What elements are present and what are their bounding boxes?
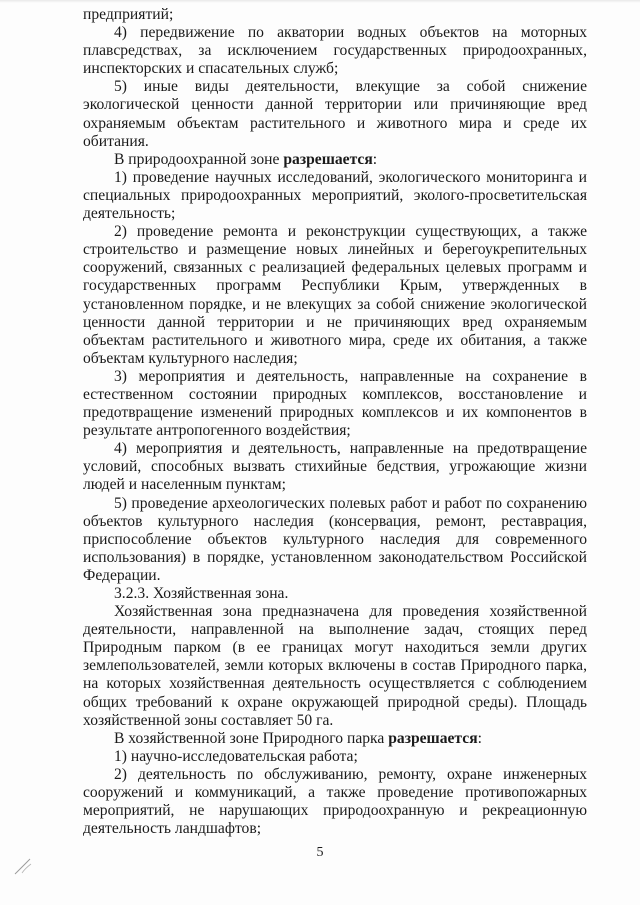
paragraph-economic-zone-allowed-heading <box>83 730 587 748</box>
heading-tail-text: : <box>477 729 482 747</box>
section-heading-economic-zone: 3.2.3. Хозяйственная зона. <box>114 585 289 602</box>
paragraph-allowed-item-3: 3) мероприятия и деятельность, направленные на сохранение в естественном состоянии природных комплексов, восстановление и предотвращение изменений природных комплексов и их компонентов в результате антропогенного воздействия; <box>83 367 587 440</box>
paragraph-allowed-item-2: 2) проведение ремонта и реконструкции существующих, а также строительство и размещение новых линейных и берегоукрепительных сооружений, связанных с реализацией федеральных целевых программ и государственных программ Республики Крым, утвержденных в установленном порядке, и не влекущих за собой снижение экологической ценности данной территории и не причиняющих вред охраняемым объектам растительного и животного мира, среде их обитания, а также объектам культурного наследия; <box>83 223 587 367</box>
scan-pen-mark <box>12 855 42 877</box>
paragraph-economic-allowed-item-1: 1) научно-исследовательская работа; <box>114 747 358 765</box>
scan-top-edge <box>0 0 640 3</box>
heading-lead-text: В природоохранной зоне <box>114 150 284 168</box>
heading-bold-keyword: разрешается <box>388 729 478 747</box>
heading-tail-text: : <box>372 150 378 168</box>
heading-lead-text: В хозяйственной зоне Природного парка <box>114 729 389 747</box>
paragraph-allowed-item-5: 5) проведение археологических полевых работ и работ по сохранению объектов культурного наследия (консервация, ремонт, реставрация, приспособление объектов культурного наследия для современного использования) в порядке, установленном законодательством Российской Федерации. <box>83 494 587 584</box>
paragraph-prohibited-item-5: 5) иные виды деятельности, влекущие за собой снижение экологической ценности данной территории или причиняющие вред охраняемым объектам растительного и животного мира и среде их обитания. <box>83 78 587 150</box>
paragraph-allowed-item-4: 4) мероприятия и деятельность, направленные на предотвращение условий, способных вызвать стихийные бедствия, угрожающие жизни людей и населенным пунктам; <box>83 440 587 494</box>
paragraph-allowed-item-1: 1) проведение научных исследований, экологического мониторинга и специальных природоохранных мероприятий, эколого-просветительская деятельность; <box>83 168 587 223</box>
paragraph-economic-allowed-item-2: 2) деятельность по обслуживанию, ремонту, охране инженерных сооружений и коммуникаций, а также проведение противопожарных мероприятий, не нарушающих природоохранную и рекреационную деятельность ландшафтов; <box>83 765 587 838</box>
paragraph-protection-zone-allowed-heading <box>83 151 587 169</box>
heading-bold-keyword: разрешается <box>283 150 373 168</box>
paragraph-economic-zone-description: Хозяйственная зона предназначена для проведения хозяйственной деятельности, направленной на выполнение задач, стоящих перед Природным парком (в ее границах могут находиться земли других землепользователей, земли которых включены в состав Природного парка, на которых хозяйственная деятельность осуществляется с соблюдением общих требований к охране окружающей природной среды). Площадь хозяйственной зоны составляет 50 га. <box>83 603 587 729</box>
page-number: 5 <box>316 845 324 860</box>
paragraph-continuation: предприятий; <box>83 6 174 23</box>
document-body <box>83 6 587 838</box>
paragraph-prohibited-item-4: 4) передвижение по акватории водных объектов на моторных плавсредствах, за исключением государственных природоохранных, инспекторских и спасательных служб; <box>83 24 587 78</box>
